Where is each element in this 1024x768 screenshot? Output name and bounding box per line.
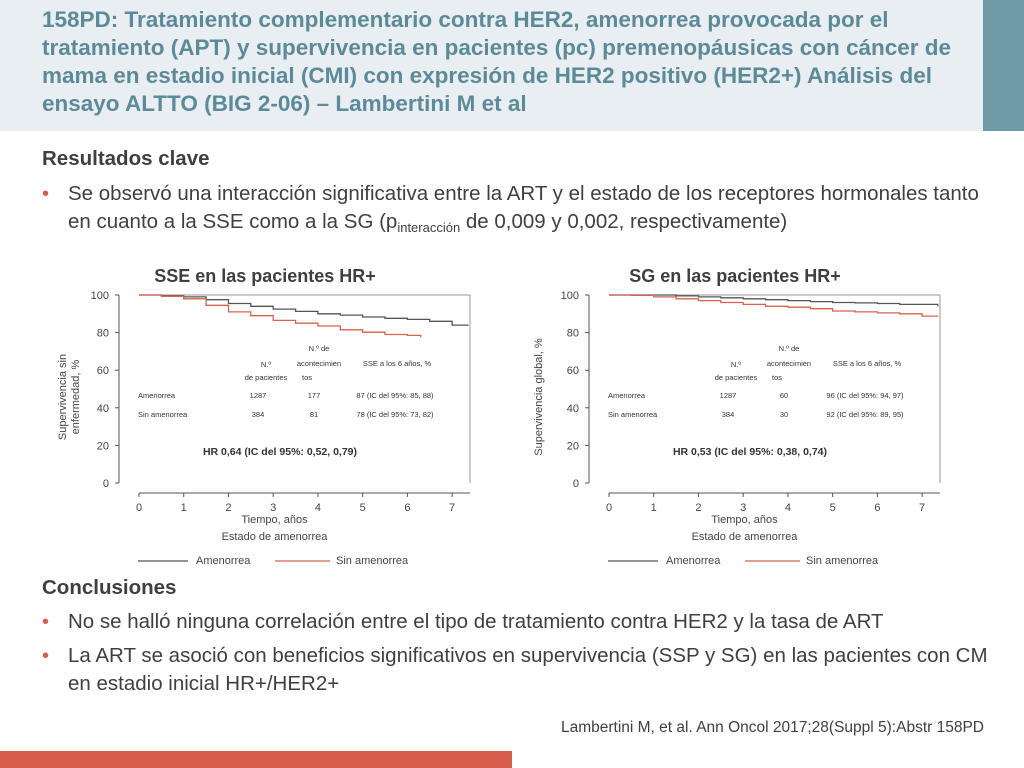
- table-cell: 384: [721, 410, 735, 419]
- results-bullet: [42, 180, 992, 242]
- chart-sg: [500, 262, 970, 572]
- x-tick-label: 1: [650, 502, 657, 514]
- table-cell: 60: [779, 391, 789, 400]
- x-axis-title: Tiempo, años: [241, 514, 308, 526]
- chart-title: SG en las pacientes HR+: [629, 266, 841, 286]
- results-heading: Resultados clave: [42, 147, 210, 170]
- citation: Lambertini M, et al. Ann Oncol 2017;28(Suppl 5):Abstr 158PD: [560, 719, 984, 736]
- hr-label: HR 0,53 (IC del 95%: 0,38, 0,74): [672, 446, 828, 458]
- footer-accent-bar: [0, 751, 512, 768]
- table-header: de pacientes: [714, 373, 758, 382]
- table-header: N.º: [260, 360, 272, 369]
- legend-label: Amenorrea: [196, 555, 251, 567]
- results-bullet-text: [68, 180, 992, 242]
- x-tick-label: 3: [270, 502, 277, 514]
- table-header: N.º: [730, 360, 742, 369]
- table-header: SSE a los 6 años, %: [832, 359, 902, 368]
- x-tick-label: 7: [449, 502, 456, 514]
- x-tick-label: 4: [314, 502, 321, 514]
- results-bullet-subscript: interacción: [397, 220, 461, 235]
- chart-svg: [500, 262, 970, 572]
- table-row-label: Sin amenorrea: [608, 410, 658, 419]
- table-row-label: Amenorrea: [138, 391, 176, 400]
- x-tick-label: 3: [740, 502, 747, 514]
- y-axis-title: enfermedad, %: [70, 359, 82, 435]
- table-row-label: Amenorrea: [608, 391, 646, 400]
- y-tick-label: 80: [96, 327, 109, 340]
- x-tick-label: 4: [784, 502, 791, 514]
- table-cell: 96 (IC del 95%: 94, 97): [826, 391, 904, 400]
- legend-label: Amenorrea: [666, 555, 721, 567]
- table-cell: 177: [307, 391, 321, 400]
- table-row-label: Sin amenorrea: [138, 410, 188, 419]
- table-header: N.º de: [308, 344, 330, 353]
- slide-title: 158PD: Tratamiento complementario contra HER2, amenorrea provocada por el tratamiento (APT) y supervivencia en pacientes (pc) premenopáusicas con cáncer de mama en estadio inicial (CMI) con expresión de HER2 positivo (HER2+) Análisis del ensayo ALTTO (BIG 2-06) – Lambertini M et al: [42, 7, 952, 116]
- table-cell: 92 (IC del 95%: 89, 95): [826, 410, 904, 419]
- table-header: tos: [301, 373, 313, 382]
- chart-title: SSE en las pacientes HR+: [154, 266, 376, 286]
- table-cell: 384: [251, 410, 265, 419]
- x-tick-label: 2: [225, 502, 232, 514]
- y-tick-label: 20: [96, 440, 109, 453]
- x-tick-label: 0: [135, 502, 143, 514]
- x-tick-label: 0: [605, 502, 613, 514]
- legend-title: Estado de amenorrea: [221, 531, 328, 543]
- table-header: tos: [771, 373, 783, 382]
- table-cell: 81: [309, 410, 319, 419]
- table-cell: 78 (IC del 95%: 73, 82): [356, 410, 434, 419]
- y-axis-title: Supervivencia global, %: [533, 338, 545, 456]
- table-cell: 1287: [249, 391, 267, 400]
- table-cell: 30: [779, 410, 789, 419]
- y-tick-label: 80: [566, 327, 579, 340]
- km-curve-sin-amenorrea: [139, 295, 421, 337]
- legend-label: Sin amenorrea: [336, 555, 409, 567]
- results-bullet-pre: Se observó una interacción significativa entre la ART y el estado de los receptores hormonales tanto en cuanto a la SSE como a la SG (p: [68, 182, 979, 233]
- table-header: SSE a los 6 años, %: [362, 359, 432, 368]
- x-tick-label: 6: [404, 502, 411, 514]
- conclusion-text-2: La ART se asoció con beneficios significativos en supervivencia (SSP y SG) en las pacientes con CM en estadio inicial HR+/HER2+: [68, 644, 988, 695]
- conclusions-heading: Conclusiones: [42, 576, 177, 599]
- conclusion-bullet-2: [42, 642, 992, 698]
- conclusion-text-1: No se halló ninguna correlación entre el tipo de tratamiento contra HER2 y la tasa de ART: [68, 610, 884, 633]
- bullet-dot-icon: •: [42, 183, 50, 205]
- y-tick-label: 0: [572, 478, 579, 490]
- y-tick-label: 60: [566, 365, 579, 378]
- bullet-dot-icon: •: [42, 611, 50, 633]
- x-tick-label: 1: [180, 502, 187, 514]
- y-tick-label: 0: [102, 478, 109, 490]
- table-header: acontecimien: [766, 359, 812, 368]
- y-axis-title: Supervivencia sin: [57, 353, 69, 441]
- y-tick-label: 60: [96, 365, 109, 378]
- table-cell: 1287: [719, 391, 737, 400]
- y-tick-label: 100: [90, 290, 109, 302]
- km-curve-sin-amenorrea: [609, 295, 938, 317]
- results-bullet-post: de 0,009 y 0,002, respectivamente): [460, 210, 788, 233]
- x-tick-label: 5: [359, 502, 366, 514]
- bullet-dot-icon: •: [42, 645, 50, 667]
- x-tick-label: 6: [874, 502, 881, 514]
- table-cell: 87 (IC del 95%: 85, 88): [356, 391, 434, 400]
- x-tick-label: 2: [695, 502, 702, 514]
- conclusion-bullet-1: [42, 608, 992, 636]
- table-header: N.º de: [778, 344, 800, 353]
- x-axis-title: Tiempo, años: [711, 514, 778, 526]
- legend-title: Estado de amenorrea: [691, 531, 798, 543]
- km-curve-amenorrea: [139, 295, 468, 326]
- y-tick-label: 40: [96, 402, 109, 415]
- header-accent-bar: [983, 0, 1024, 131]
- table-header: de pacientes: [244, 373, 288, 382]
- y-tick-label: 20: [566, 440, 579, 453]
- chart-svg: [30, 262, 500, 572]
- legend-label: Sin amenorrea: [806, 555, 879, 567]
- hr-label: HR 0,64 (IC del 95%: 0,52, 0,79): [202, 446, 358, 458]
- chart-sse: [30, 262, 500, 572]
- y-tick-label: 40: [566, 402, 579, 415]
- table-header: acontecimien: [296, 359, 342, 368]
- y-tick-label: 100: [560, 290, 579, 302]
- x-tick-label: 5: [829, 502, 836, 514]
- x-tick-label: 7: [919, 502, 926, 514]
